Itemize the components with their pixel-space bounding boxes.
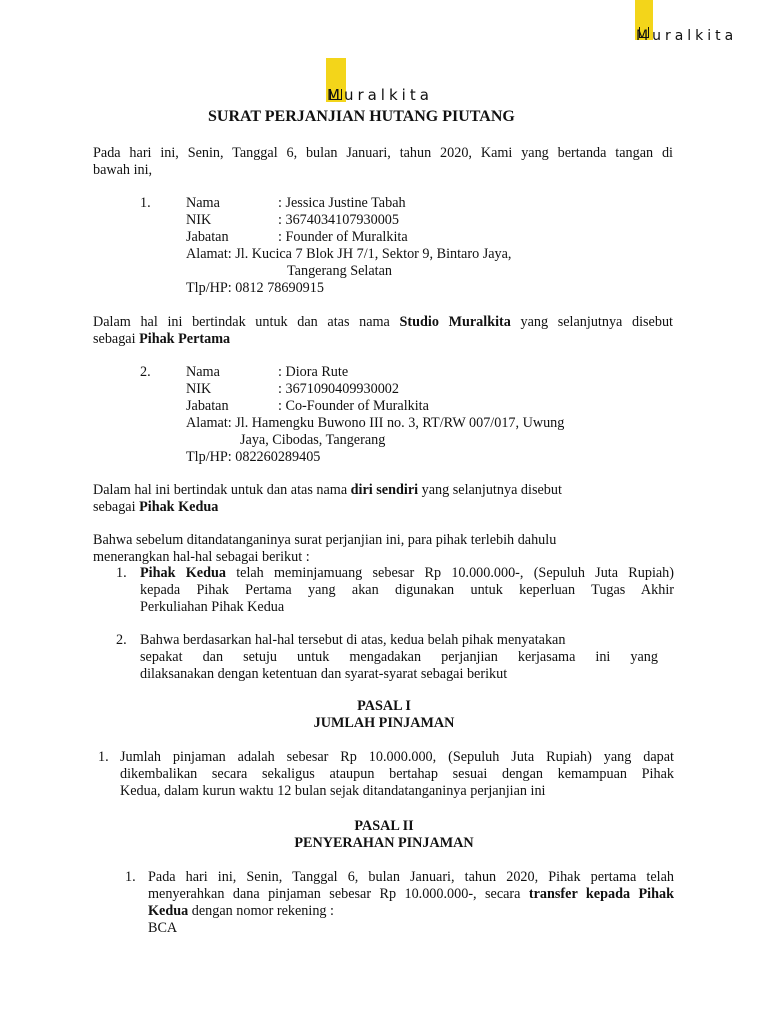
alamat-line-1: Alamat: Jl. Hamengku Buwono III no. 3, RT/RW 007/017, Uwung xyxy=(186,415,565,431)
party-number: 2. xyxy=(140,364,151,380)
item-number: 1. xyxy=(98,749,109,765)
item-line-1: Pada hari ini, Senin, Tanggal 6, bulan Januari, tahun 2020, Pihak pertama telah xyxy=(148,869,674,885)
item-line-1: Jumlah pinjaman adalah sebesar Rp 10.000.000, (Sepuluh Juta Rupiah) yang dapat xyxy=(120,749,674,765)
nik-label: NIK xyxy=(186,212,212,228)
nik-label: NIK xyxy=(186,381,212,397)
party-2-statement-line-1: Dalam hal ini bertindak untuk dan atas nama diri sendiri yang selanjutnya disebut xyxy=(93,482,562,498)
intro-line-1: Pada hari ini, Senin, Tanggal 6, bulan Januari, tahun 2020, Kami yang bertanda tangan di xyxy=(93,145,673,161)
recital-line-2: menerangkan hal-hal sebagai berikut : xyxy=(93,549,310,565)
item-line-3: dilaksanakan dengan ketentuan dan syarat-syarat sebagai berikut xyxy=(140,666,508,682)
nik-value: : 3671090409930002 xyxy=(278,381,399,397)
item-line-2: dikembalikan secara sekaligus ataupun bertahap sesuai dengan kemampuan Pihak xyxy=(120,766,674,782)
alamat-line-2: Jaya, Cibodas, Tangerang xyxy=(240,432,386,448)
item-number: 1. xyxy=(116,565,127,581)
jabatan-value: : Co-Founder of Muralkita xyxy=(278,398,429,414)
item-line-3: Kedua, dalam kurun waktu 12 bulan sejak ditandatanganinya perjanjian ini xyxy=(120,783,546,799)
jabatan-label: Jabatan xyxy=(186,229,229,245)
pasal-1-heading: PASAL I xyxy=(357,698,411,714)
item-number: 2. xyxy=(116,632,127,648)
item-line-2: menyerahkan dana pinjaman sebesar Rp 10.000.000-, secara transfer kepada Pihak xyxy=(148,886,674,902)
item-line-3: Perkuliahan Pihak Kedua xyxy=(140,599,285,615)
pasal-2-heading: PASAL II xyxy=(354,818,414,834)
party-1-statement-line-2: sebagai Pihak Pertama xyxy=(93,331,231,347)
item-number: 1. xyxy=(125,869,136,885)
party-number: 1. xyxy=(140,195,151,211)
document-title: SURAT PERJANJIAN HUTANG PIUTANG xyxy=(208,108,515,125)
alamat-line-1: Alamat: Jl. Kucica 7 Blok JH 7/1, Sektor 9, Bintaro Jaya, xyxy=(186,246,512,262)
jabatan-label: Jabatan xyxy=(186,398,229,414)
nama-value: : Jessica Justine Tabah xyxy=(278,195,406,211)
tlp-line: Tlp/HP: 0812 78690915 xyxy=(186,280,324,296)
intro-line-2: bawah ini, xyxy=(93,162,153,178)
jabatan-value: : Founder of Muralkita xyxy=(278,229,408,245)
pasal-1-subheading: JUMLAH PINJAMAN xyxy=(313,715,455,731)
nik-value: : 3674034107930005 xyxy=(278,212,399,228)
item-line-1: Pihak Kedua telah meminjamuang sebesar Rp 10.000.000-, (Sepuluh Juta Rupiah) xyxy=(140,565,674,581)
tlp-line: Tlp/HP: 082260289405 xyxy=(186,449,321,465)
nama-label: Nama xyxy=(186,195,220,211)
pasal-2-subheading: PENYERAHAN PINJAMAN xyxy=(294,835,474,851)
logo-wordmark: Muralkita xyxy=(636,28,738,44)
item-line-3: Kedua dengan nomor rekening : xyxy=(148,903,334,919)
logo-wordmark: Muralkita xyxy=(327,86,433,104)
alamat-line-2: Tangerang Selatan xyxy=(287,263,392,279)
nama-value: : Diora Rute xyxy=(278,364,349,380)
party-2-statement-line-2: sebagai Pihak Kedua xyxy=(93,499,219,515)
recital-line-1: Bahwa sebelum ditandatanganinya surat perjanjian ini, para pihak terlebih dahulu xyxy=(93,532,557,548)
item-line-2: kepada Pihak Pertama yang akan digunakan untuk keperluan Tugas Akhir xyxy=(140,582,674,598)
nama-label: Nama xyxy=(186,364,220,380)
item-line-2: sepakat dan setuju untuk mengadakan perjanjian kerjasama ini yang xyxy=(140,649,658,665)
party-1-statement-line-1: Dalam hal ini bertindak untuk dan atas nama Studio Muralkita yang selanjutnya disebut xyxy=(93,314,673,330)
item-line-1: Bahwa berdasarkan hal-hal tersebut di atas, kedua belah pihak menyatakan xyxy=(140,632,566,648)
item-line-4: BCA xyxy=(148,920,178,936)
